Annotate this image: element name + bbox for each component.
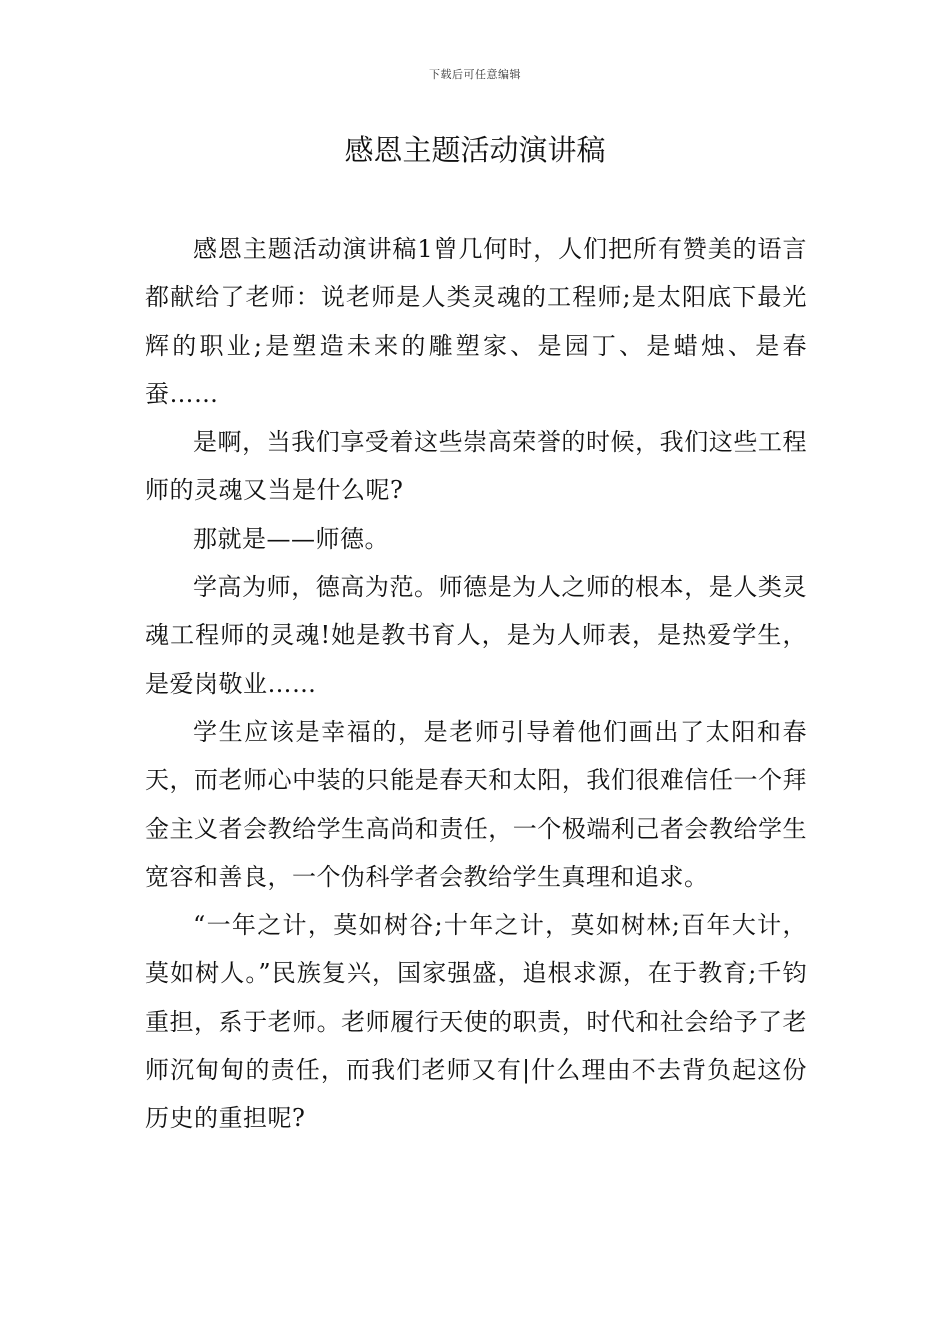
paragraph-3: 那就是——师德。 <box>193 524 389 553</box>
document-body <box>145 225 807 1143</box>
paragraph-1: 感恩主题活动演讲稿1曾几何时，人们把所有赞美的语言都献给了老师：说老师是人类灵魂的工程师;是太阳底下最光辉的职业;是塑造未来的雕塑家、是园丁、是蜡烛、是春蚕…… <box>145 235 807 408</box>
paragraph-4: 学高为师，德高为范。师德是为人之师的根本，是人类灵魂工程师的灵魂!她是教书育人，是为人师表，是热爱学生，是爱岗敬业…… <box>145 573 807 698</box>
paragraph-2: 是啊，当我们享受着这些崇高荣誉的时候，我们这些工程师的灵魂又当是什么呢? <box>145 428 807 505</box>
page-title: 感恩主题活动演讲稿 <box>344 133 606 167</box>
header-note: 下载后可任意编辑 <box>429 68 521 81</box>
paragraph-6: “一年之计，莫如树谷;十年之计，莫如树林;百年大计，莫如树人。”民族复兴，国家强盛，追根求源，在于教育;千钧重担，系于老师。老师履行天使的职责，时代和社会给予了老师沉甸甸的责任，而我们老师又有|什么理由不去背负起这份历史的重担呢? <box>145 911 807 1133</box>
paragraph-5: 学生应该是幸福的，是老师引导着他们画出了太阳和春天，而老师心中装的只能是春天和太阳，我们很难信任一个拜金主义者会教给学生高尚和责任，一个极端利己者会教给学生宽容和善良，一个伪科学者会教给学生真理和追求。 <box>145 717 807 891</box>
